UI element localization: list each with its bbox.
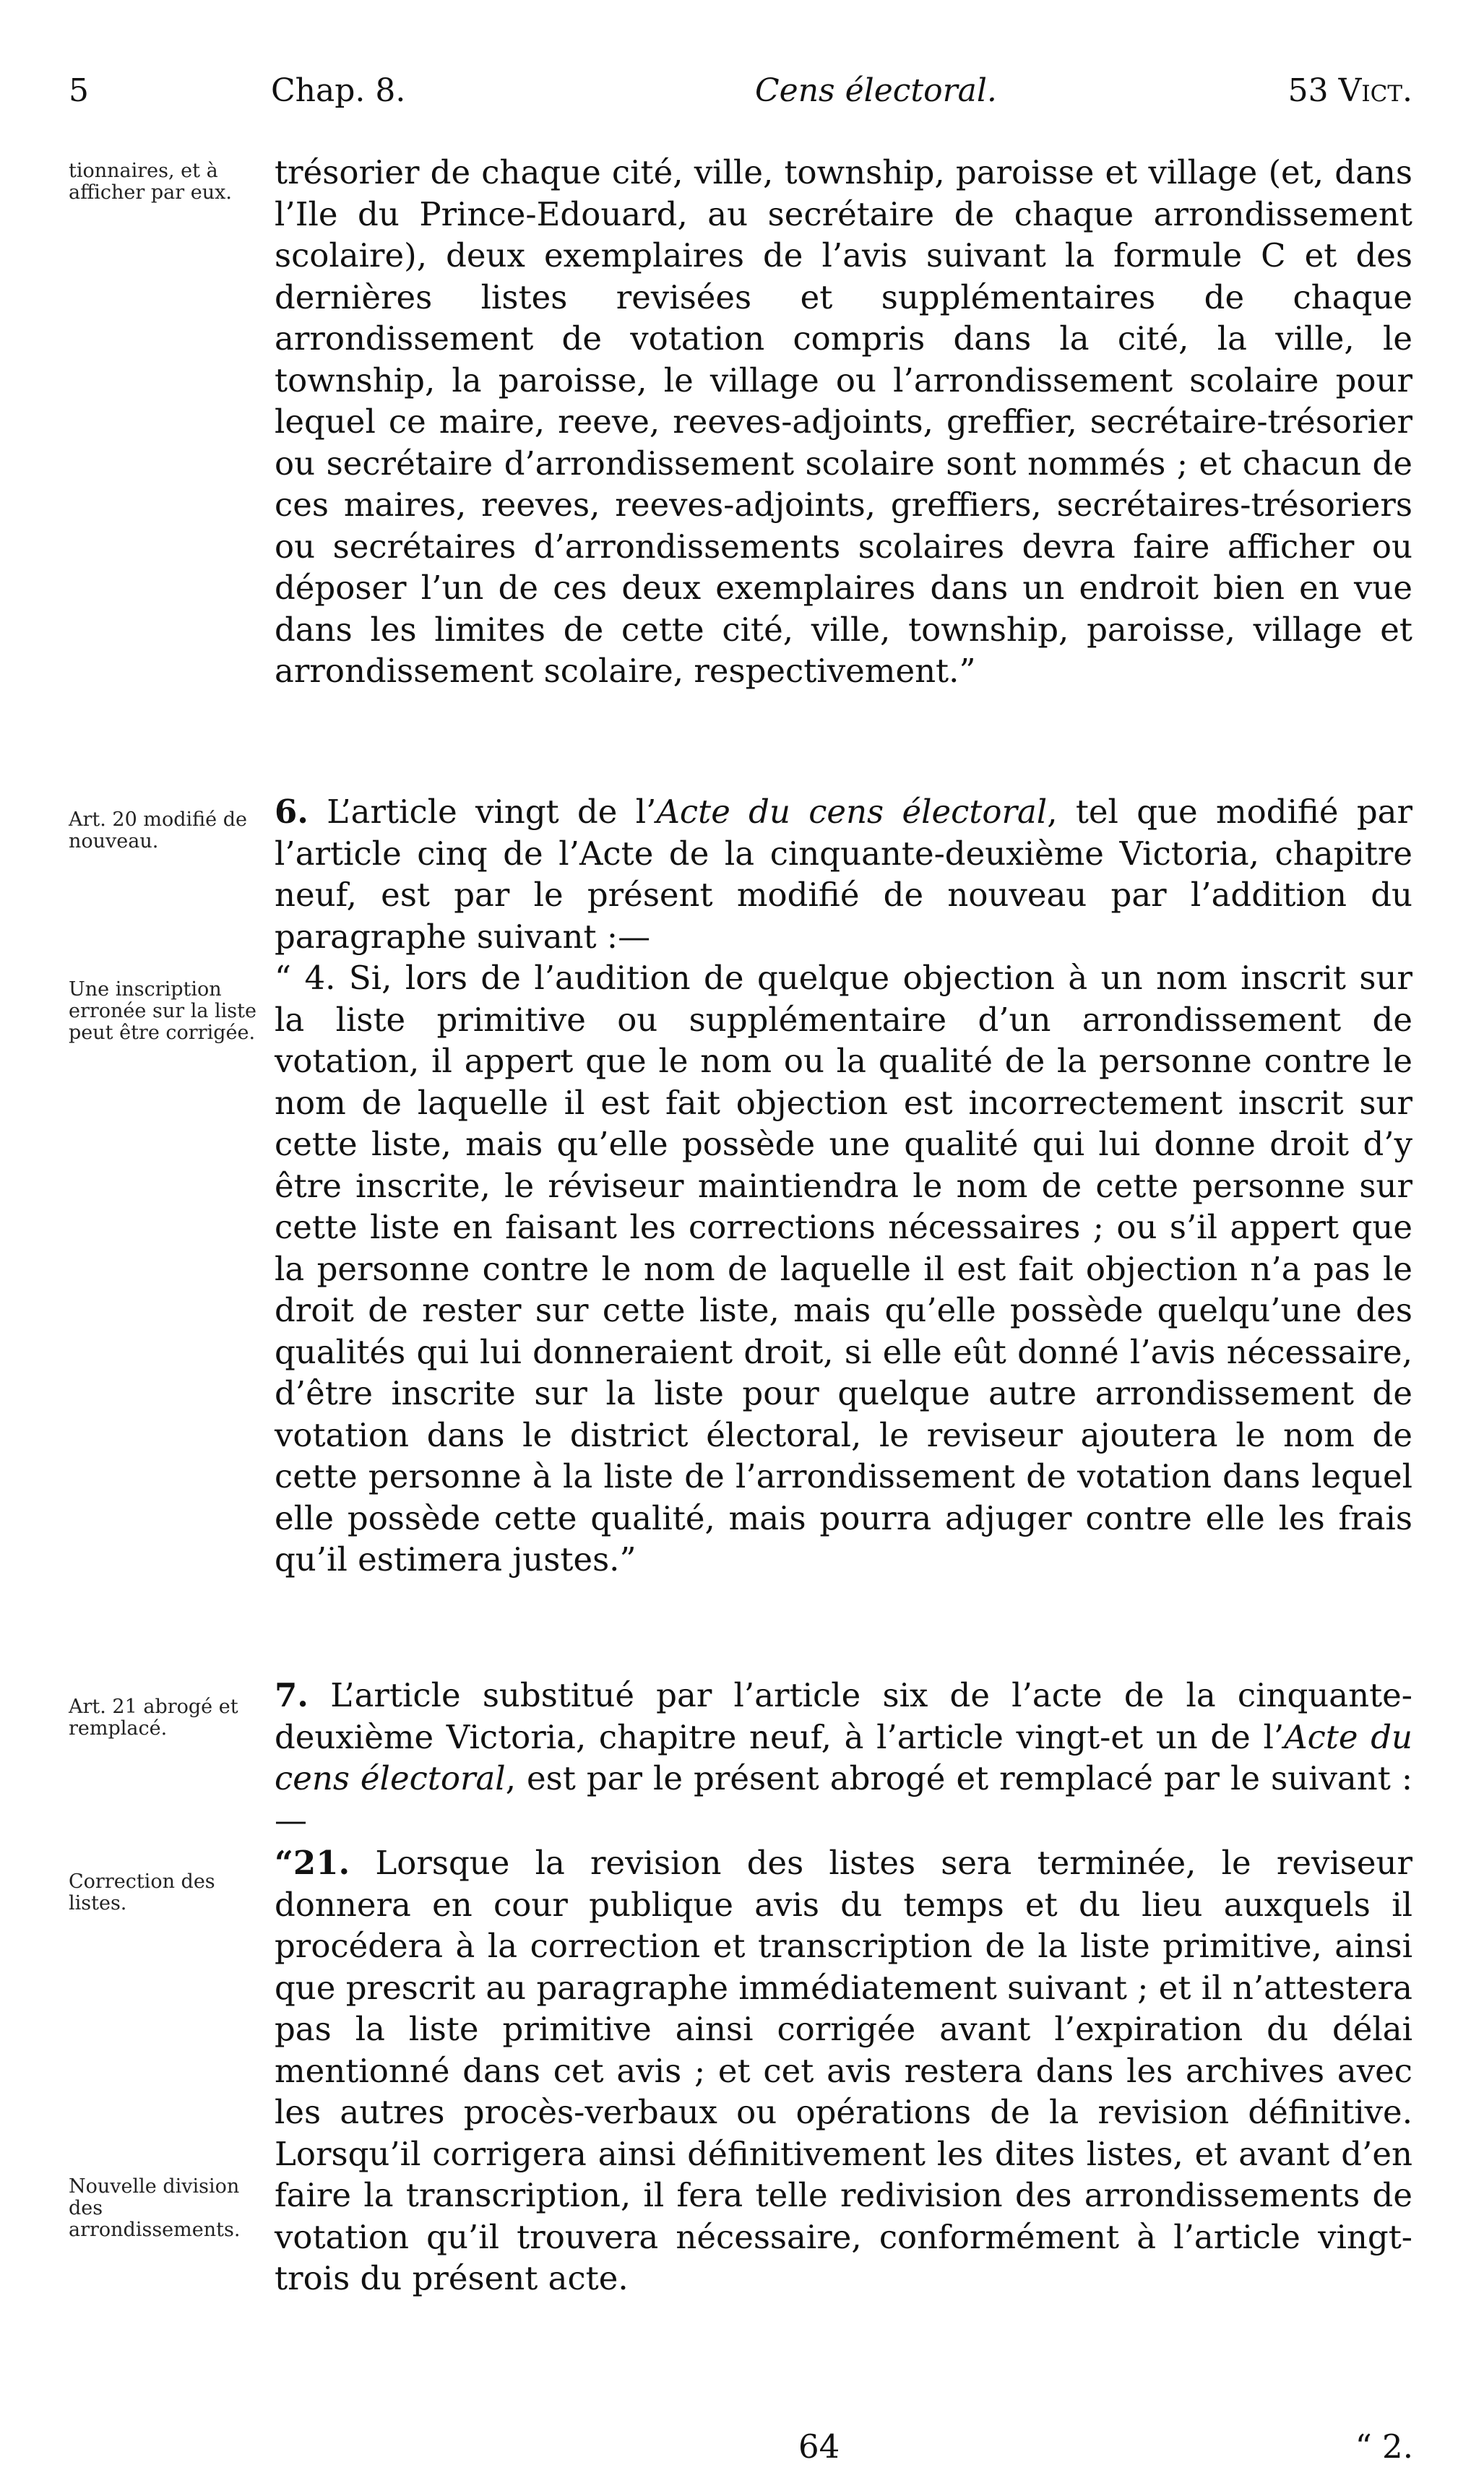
header-year: 53 Vict.	[1287, 72, 1412, 109]
sidenote-inscription: Une inscription erronée sur la liste peut être corrigée.	[69, 978, 256, 1044]
section-text: L’article vingt de l’	[308, 793, 657, 831]
sidenote-art21: Art. 21 abrogé et remplacé.	[69, 1696, 238, 1740]
section-6	[275, 791, 1412, 957]
paragraph-text: trésorier de chaque cité, ville, township, paroisse et village (et, dans l’Ile du Prince-Edouard, au secrétaire de chaque arrondissement scolaire), deux exemplaires de l’avis suivant la formule C et des dernières listes revisées et supplémentaires de chaque arrondissement de votation compris dans la cité, la ville, le township, la paroisse, le village ou l’arrondissement scolaire pour lequel ce maire, reeve, reeves-adjoints, greffier, secrétaire-trésorier ou secrétaire d’arrondissement scolaire sont nommés ; et chacun de ces maires, reeves, reeves-adjoints, greffiers, secrétaires-trésoriers ou secrétaires d’arrondissements scolaires devra faire afficher ou déposer l’un de ces deux exemplaires dans un endroit bien en vue dans les limites de cette cité, ville, township, paroisse, village et arrondissement scolaire, respectivement.”	[275, 153, 1412, 690]
section-number: 7.	[275, 1676, 309, 1714]
page-footer	[0, 2427, 1484, 2471]
header-title: Cens électoral.	[755, 72, 997, 109]
section-7-text	[275, 1675, 1412, 1841]
section-text: , tel que modifié par l’article cinq de l’Acte de la cinquante-deuxième Victoria, chapitre neuf, est par le présent modifié de nouveau par l’addition du paragraphe suivant :—	[275, 793, 1412, 956]
footer-page-number: 64	[798, 2427, 840, 2466]
section-text: , est par le présent abrogé et remplacé par le suivant :—	[275, 1759, 1412, 1839]
section-number: 6.	[275, 793, 309, 831]
sidenote-correction: Correction des listes.	[69, 1870, 215, 1914]
header-page-number: 5	[69, 72, 89, 109]
sidenote-art20: Art. 20 modifié de nouveau.	[69, 808, 247, 852]
section-7	[275, 1675, 1412, 1841]
section-text: Lorsque la revision des listes sera terminée, le reviseur donnera en cour publique avis du temps et du lieu auxquels il procédera à la correction et transcription de la liste primitive, ainsi que prescrit au paragraphe immédiatement suivant ; et il n’attestera pas la liste primitive ainsi corrigée avant l’expiration du délai mentionné dans cet avis ; et cet avis restera dans les archives avec les autres procès-verbaux ou opérations de la revision définitive. Lorsqu’il corrigera ainsi définitivement les dites listes, et avant d’en faire la transcription, il fera telle redivision des arrondissements de votation qu’il trouvera nécessaire, conformément à l’article vingt-trois du présent acte.	[275, 1844, 1412, 2297]
section-number: “21.	[275, 1844, 350, 1882]
header-chapter: Chap. 8.	[271, 72, 406, 109]
running-header	[69, 72, 1412, 116]
subsection-text: “ 4. Si, lors de l’audition de quelque objection à un nom inscrit sur la liste primitive ou supplémentaire d’un arrondissement de votation, il appert que le nom ou la qualité de la personne contre le nom de laquelle il est fait objection est incorrectement inscrit sur cette liste, mais qu’elle possède une qualité qui lui donne droit d’y être inscrite, le réviseur maintiendra le nom de cette personne sur cette liste en faisant les corrections nécessaires ; ou s’il appert que la personne contre le nom de laquelle il est fait objection n’a pas le droit de rester sur cette liste, mais qu’elle possède quelqu’une des qualités qui lui donneraient droit, si elle eût donné l’avis nécessaire, d’être inscrite sur la liste pour quelque autre arrondissement de votation dans le district électoral, le reviseur ajoutera le nom de cette personne à la liste de l’arrondissement de votation dans lequel elle possède cette qualité, mais pourra adjuger contre elle les frais qu’il estimera justes.”	[275, 959, 1412, 1579]
sidenote-afficher: tionnaires, et à afficher par eux.	[69, 160, 232, 204]
section-21	[275, 1842, 1412, 2300]
section-6-text	[275, 791, 1412, 957]
sidenote-division: Nouvelle division des arrondissements.	[69, 2175, 241, 2241]
section-21-text	[275, 1842, 1412, 2300]
section-text: L’article substitué par l’article six de l’acte de la cinquante-deuxième Victoria, chapitre neuf, à l’article vingt-et un de l’	[275, 1676, 1412, 1756]
act-title: Acte du cens électoral	[275, 1717, 1412, 1797]
paragraph-continued	[275, 152, 1412, 692]
subsection-4	[275, 957, 1412, 1581]
act-title: Acte du cens électoral	[656, 793, 1048, 831]
footer-catchword: “ 2.	[1355, 2427, 1413, 2466]
